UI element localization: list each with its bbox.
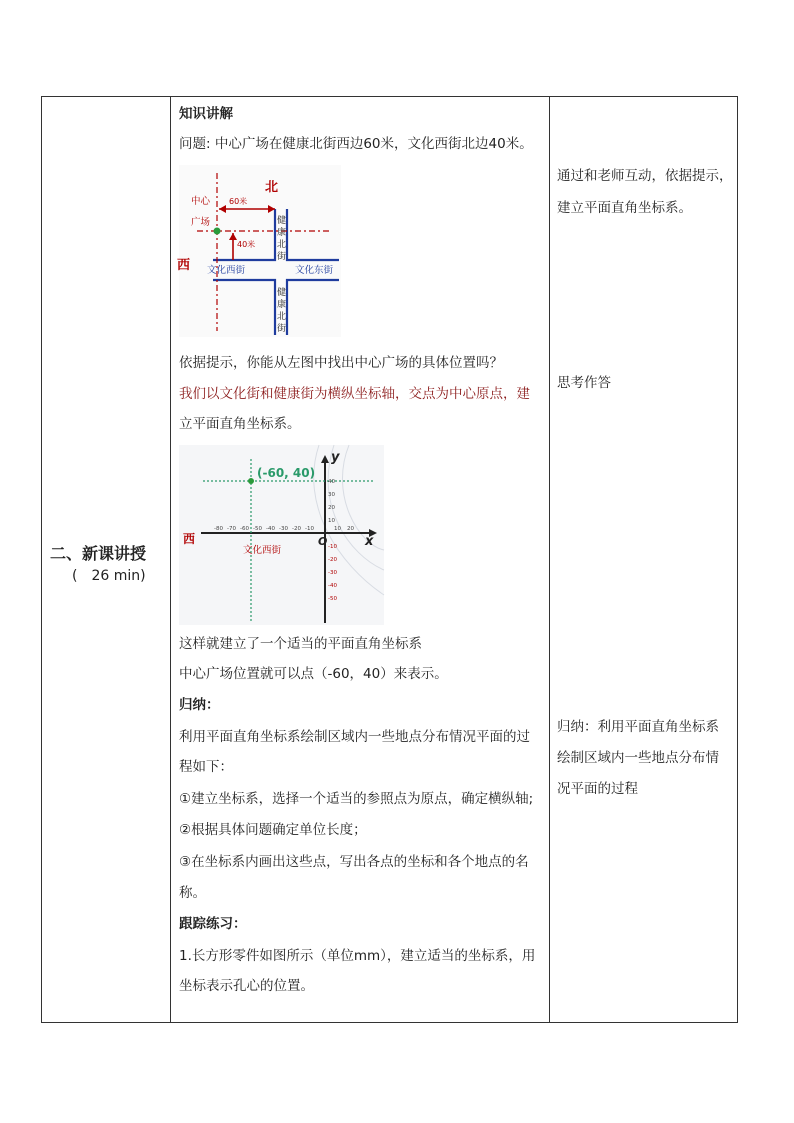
y-tick-label: 40 [328,479,335,485]
x-tick-label: -40 [266,526,275,532]
y-tick-label: -10 [328,544,337,550]
summary-text-2: 程如下： [179,759,233,775]
coordinate-figure [179,445,384,625]
result-text-1: 这样就建立了一个适当的平面直角坐标系 [179,636,422,652]
street-north-char: 北 [277,240,287,250]
x-tick-label: -10 [305,526,314,532]
heading-summary: 归纳： [179,697,220,713]
y-axis-label: y [331,450,340,465]
street-edge [287,209,339,260]
x-tick-label: -50 [253,526,262,532]
coordinate-svg [179,445,384,625]
street-map-figure [179,165,341,337]
street-north-char: 健 [277,216,287,226]
street-south-char: 康 [277,300,287,310]
y-tick-label: 30 [328,492,335,498]
problem-text: 问题: 中心广场在健康北街西边60米，文化西街北边40米。 [179,136,533,152]
point-label: (-60, 40) [257,466,316,480]
west-label: 西 [177,258,191,273]
y-tick-label: -40 [328,583,337,589]
north-label: 北 [265,180,279,195]
y-axis-arrow [321,455,329,463]
step-3a: ③在坐标系内画出这些点，写出各点的坐标和各个地点的名 [179,854,529,870]
arrowhead [219,205,226,213]
result-text-2: 中心广场位置就可以点（-60，40）来表示。 [179,666,448,682]
street-north-char: 街 [277,252,287,262]
street-edge [213,280,275,335]
step-2: ②根据具体问题确定单位长度； [179,822,367,838]
section-time: ( 26 min) [72,568,146,584]
x-tick-label: 20 [347,526,354,532]
y-tick-labels [328,479,337,602]
center-label-2: 广场 [191,217,211,228]
street-map-svg [179,165,341,337]
x-tick-label: 10 [334,526,341,532]
lesson-table [41,96,738,1023]
hint-text-1: 我们以文化街和健康街为横纵坐标轴，交点为中心原点，建 [179,386,530,402]
heading-exercise: 跟踪练习： [179,916,247,932]
street-south-char: 北 [277,312,287,322]
x-axis-label: x [365,534,374,549]
activity-1b: 建立平面直角坐标系。 [557,200,692,216]
step-1: ①建立坐标系，选择一个适当的参照点为原点，确定横纵轴; [179,791,534,807]
section-title: 二、新课讲授 [50,544,147,563]
exercise-text-1: 1.长方形零件如图所示（单位mm），建立适当的坐标系，用 [179,948,536,964]
dist-60-label: 60米 [229,197,248,206]
heading-knowledge: 知识讲解 [179,106,233,122]
activity-2: 思考作答 [557,375,611,391]
stage-column [42,97,170,1022]
arrowhead [229,233,237,240]
street-north-char: 康 [277,228,287,238]
point-marker [248,478,254,484]
x-tick-label: -80 [214,526,223,532]
coord-street-label: 文化西街 [243,545,282,556]
street-south-char: 街 [277,324,287,334]
y-tick-label: -50 [328,596,337,602]
activity-1a: 通过和老师互动，依据提示， [557,168,733,184]
street-west-label: 文化西街 [207,265,246,276]
street-edge [213,209,275,260]
question-text: 依据提示，你能从左图中找出中心广场的具体位置吗？ [179,355,503,371]
coord-west-label: 西 [183,532,196,546]
step-3b: 称。 [179,885,206,901]
origin-label: O [318,535,328,548]
activity-column [550,97,738,1022]
y-tick-label: 20 [328,505,335,511]
activity-3c: 况平面的过程 [557,781,638,797]
center-label-1: 中心 [191,196,211,207]
street-edge [287,280,339,335]
decor-curve [342,445,384,550]
center-square-point [214,228,221,235]
x-tick-label: -20 [292,526,301,532]
y-tick-label: 10 [328,518,335,524]
street-east-label: 文化东街 [295,265,334,276]
x-tick-label: -30 [279,526,288,532]
y-tick-label: -20 [328,557,337,563]
activity-3a: 归纳：利用平面直角坐标系 [557,719,719,735]
exercise-text-2: 坐标表示孔心的位置。 [179,978,314,994]
activity-3b: 绘制区域内一些地点分布情 [557,750,719,766]
street-south-char: 健 [277,288,287,298]
x-tick-label: -70 [227,526,236,532]
dist-40-label: 40米 [237,240,256,249]
summary-text-1: 利用平面直角坐标系绘制区域内一些地点分布情况平面的过 [179,729,530,745]
content-column [171,97,549,1022]
hint-text-2: 立平面直角坐标系。 [179,416,301,432]
y-tick-label: -30 [328,570,337,576]
x-tick-labels [214,526,354,532]
x-tick-label: -60 [240,526,249,532]
